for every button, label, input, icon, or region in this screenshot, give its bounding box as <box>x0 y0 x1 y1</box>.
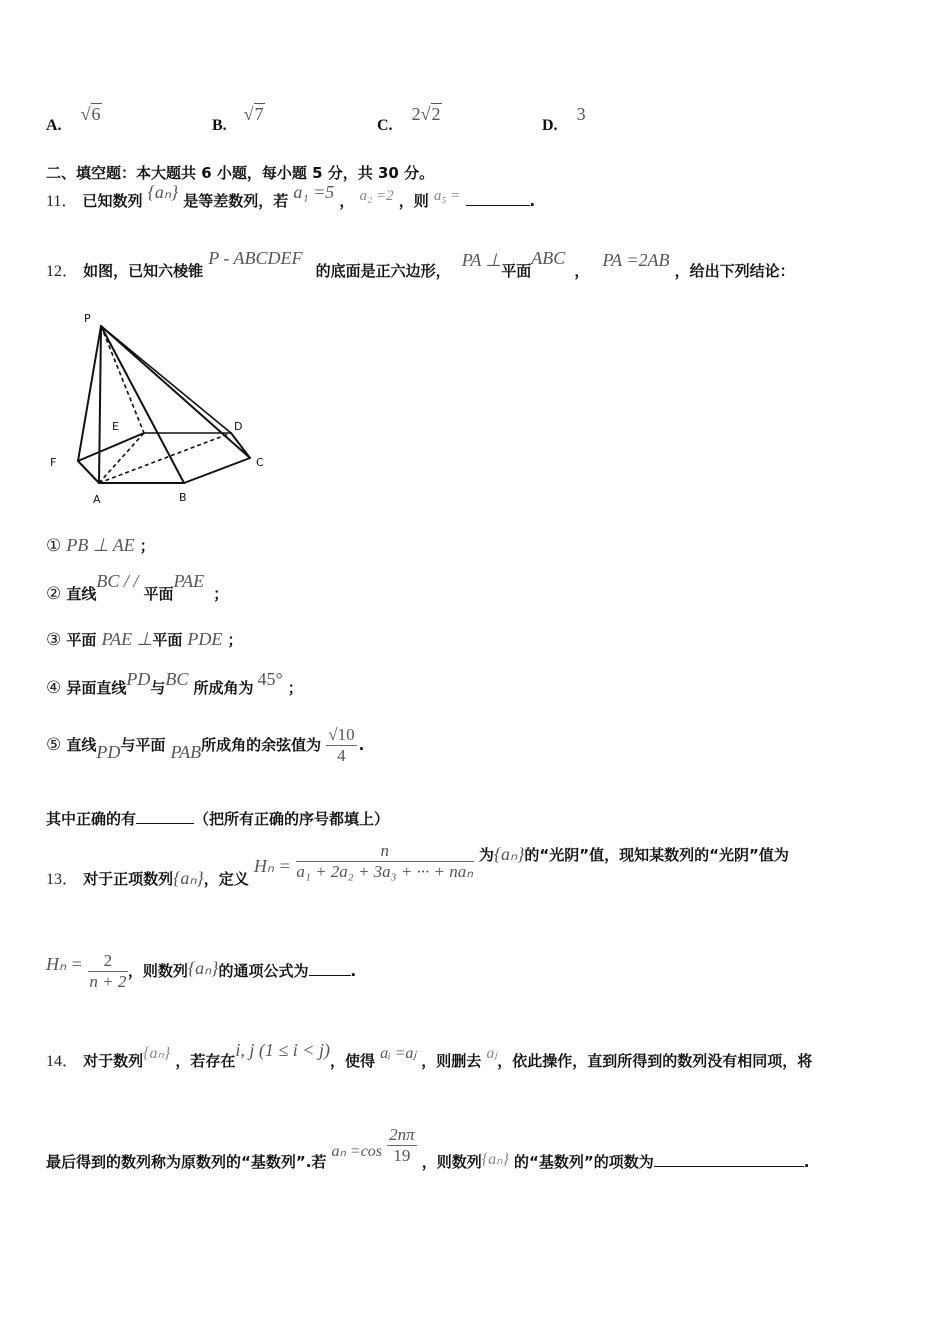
choice-label: A. <box>46 117 62 134</box>
math-cond-a2: a₂ =2 <box>359 188 394 204</box>
choice-label: B. <box>212 117 227 134</box>
math-cond-a1: a₁ =5 <box>293 182 335 202</box>
question-text: 所成角为 <box>193 679 254 697</box>
vertex-label-p: P <box>84 312 91 325</box>
math-expr: 45° <box>257 669 283 689</box>
math-aj: aⱼ <box>486 1045 498 1062</box>
choice-d <box>542 104 586 134</box>
question-number: 13． <box>46 871 79 888</box>
math-fraction <box>88 952 128 991</box>
math-expr: PAE ⊥ <box>101 629 153 649</box>
question-13-line2 <box>46 952 356 991</box>
fraction-denominator: 4 <box>337 745 346 765</box>
period: . <box>529 192 536 210</box>
fraction-numerator: √10 <box>328 725 355 744</box>
fraction-numerator: n <box>296 842 474 862</box>
vertex-label-e: E <box>112 420 119 433</box>
question-12 <box>46 248 795 281</box>
conclusion-2 <box>46 571 229 604</box>
pyramid-figure <box>44 306 284 511</box>
question-text: 是等差数列，若 <box>183 192 289 210</box>
choice-a <box>46 104 102 134</box>
math-fraction <box>326 726 356 765</box>
conclusion-mark: ② <box>46 584 62 603</box>
answer-blank[interactable] <box>466 191 530 206</box>
math-ask-a5: a₅ = <box>433 188 461 204</box>
section-heading: 二、填空题：本大题共 6 小题，每小题 5 分，共 30 分。 <box>46 164 435 182</box>
vertex-label-c: C <box>256 456 264 469</box>
choice-c <box>377 104 442 134</box>
math-seq: {aₙ} <box>481 1151 509 1168</box>
math-h-def: Hₙ = <box>253 856 291 876</box>
answer-blank[interactable] <box>309 961 351 976</box>
question-text: 平面 <box>143 585 174 603</box>
choice-value: √7 <box>243 104 264 124</box>
question-text: 的底面是正六边形， <box>315 262 451 280</box>
separator: ， <box>339 192 355 210</box>
question-text: （把所有正确的序号都填上） <box>194 810 390 828</box>
question-number: 12． <box>46 263 79 280</box>
math-expr: PD <box>126 669 151 689</box>
period: . <box>350 961 357 980</box>
math-eq: aᵢ =aⱼ <box>380 1045 417 1062</box>
question-text: ，依此操作，直到所得到的数列没有相同项，将 <box>497 1052 813 1070</box>
choice-label: C. <box>377 117 393 134</box>
hexagonal-pyramid-diagram <box>44 306 284 511</box>
math-seq: {aₙ} <box>173 868 204 888</box>
question-text: 的通项公式为 <box>218 961 309 980</box>
question-text: 对于正项数列 <box>83 870 174 888</box>
question-text: 为 <box>478 846 494 864</box>
question-text: 的“光阴”值，现知某数列的“光阴”值为 <box>524 846 789 864</box>
question-14-line2 <box>46 1125 810 1171</box>
question-text: 最后得到的数列称为原数列的“基数列”.若 <box>46 1153 327 1171</box>
question-text: ，则删去 <box>421 1052 482 1070</box>
question-number: 14． <box>46 1053 79 1070</box>
vertex-label-f: F <box>50 456 57 469</box>
question-text: ，定义 <box>203 870 249 888</box>
question-text: 异面直线 <box>66 679 127 697</box>
vertex-label-d: D <box>234 420 243 433</box>
conclusion-1 <box>46 535 155 556</box>
punctuation: ； <box>227 631 243 649</box>
answer-blank[interactable] <box>136 809 194 824</box>
question-text: 直线 <box>66 735 97 754</box>
conclusion-5 <box>46 726 364 765</box>
period: . <box>803 1153 810 1171</box>
question-text: ，给出下列结论： <box>674 262 795 280</box>
question-text: 其中正确的有 <box>46 810 137 828</box>
conclusion-mark: ③ <box>46 630 62 649</box>
math-cond-pa-perp: PA ⊥ <box>461 250 502 270</box>
math-expr: BC <box>165 669 189 689</box>
math-pyramid: P - ABCDEF <box>208 248 303 268</box>
q12-footer <box>46 808 389 829</box>
math-seq-term: aₙ <box>488 1151 503 1168</box>
question-text: ，若存在 <box>175 1052 236 1070</box>
math-expr: PDE <box>187 629 223 649</box>
question-text: ，则 <box>398 192 429 210</box>
vertex-label-a: A <box>93 493 101 506</box>
question-text: 直线 <box>66 585 97 603</box>
fraction-numerator: 2nπ <box>389 1125 415 1144</box>
question-text: ，则数列 <box>421 1153 482 1171</box>
math-cond-ij: i, j (1 ≤ i < j) <box>235 1040 330 1060</box>
math-h-value: Hₙ = <box>46 953 83 974</box>
fraction-denominator: 19 <box>393 1145 411 1165</box>
punctuation: ； <box>287 679 303 697</box>
fraction-denominator: a₁ + 2a₂ + 3a₃ + ··· + naₙ <box>296 861 474 881</box>
math-seq: {aₙ} <box>143 1045 171 1062</box>
question-number: 11． <box>46 193 78 210</box>
question-text: 已知数列 <box>82 192 143 210</box>
math-seq-term: aₙ <box>149 1045 164 1062</box>
math-fraction <box>387 1126 417 1165</box>
question-text: ，使得 <box>329 1052 375 1070</box>
question-text: 平面 <box>152 631 183 649</box>
choice-value: 3 <box>576 104 586 124</box>
choice-value: 2√2 <box>411 104 441 124</box>
conclusion-mark: ① <box>46 536 62 555</box>
question-text: 与平面 <box>120 735 166 754</box>
math-an-cos: aₙ =cos <box>331 1143 383 1160</box>
fraction-numerator: 2 <box>88 952 128 972</box>
conclusion-mark: ④ <box>46 678 62 697</box>
question-11 <box>46 182 536 211</box>
question-text: 平面 <box>66 631 97 649</box>
vertex-label-b: B <box>179 491 187 504</box>
choice-b <box>212 104 265 134</box>
punctuation: . <box>358 735 365 754</box>
question-text: 对于数列 <box>83 1052 144 1070</box>
conclusion-mark: ⑤ <box>46 734 62 754</box>
math-plane-abc: ABC <box>531 248 566 268</box>
math-expr: PD <box>96 741 121 762</box>
question-text: 的“基数列”的项数为 <box>514 1153 654 1171</box>
math-seq: {aₙ} <box>147 182 179 202</box>
math-seq: {aₙ} <box>187 957 219 978</box>
separator: ， <box>574 262 590 280</box>
math-expr: PAE <box>173 571 205 591</box>
math-cond-pa-2ab: PA =2AB <box>602 250 670 270</box>
question-13 <box>46 841 789 888</box>
question-14 <box>46 1040 813 1071</box>
answer-blank[interactable] <box>654 1152 804 1167</box>
question-text: 与 <box>150 679 166 697</box>
math-expr: PAB <box>170 741 202 762</box>
choice-label: D. <box>542 117 558 134</box>
question-text: ，则数列 <box>127 961 188 980</box>
choice-value: √6 <box>80 104 101 124</box>
question-text: 平面 <box>501 262 532 280</box>
conclusion-3 <box>46 629 243 650</box>
math-fraction <box>296 842 474 881</box>
math-expr: BC / / <box>96 571 139 591</box>
math-seq: {aₙ} <box>493 844 525 864</box>
math-expr: PB ⊥ AE <box>66 535 135 555</box>
question-text: 如图，已知六棱锥 <box>83 262 204 280</box>
punctuation: ； <box>139 537 155 555</box>
question-text: 所成角的余弦值为 <box>201 735 322 754</box>
fraction-denominator: n + 2 <box>89 971 127 991</box>
punctuation: ； <box>213 585 229 603</box>
conclusion-4 <box>46 669 303 698</box>
